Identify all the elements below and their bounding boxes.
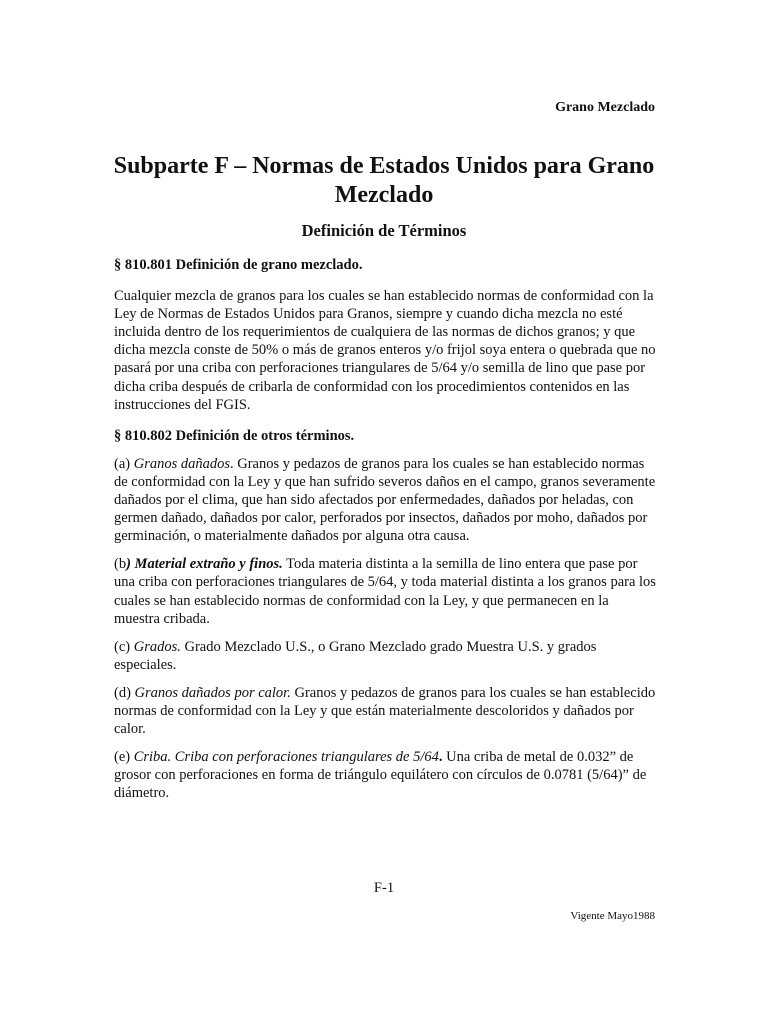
defined-term: Granos dañados — [133, 455, 230, 472]
section-810-801-heading: § 810.801 Definición de grano mezclado. — [114, 257, 363, 273]
item-letter: (b — [114, 556, 127, 573]
page-title: Subparte F – Normas de Estados Unidos para Grano Mezclado — [113, 153, 655, 208]
item-letter: (e) — [114, 749, 134, 766]
definition-text: Una criba de metal de 0.032” de grosor con perforaciones en forma de triángulo equilátero con círculos de 0.0781 (5/64)” de diámetro. — [114, 749, 647, 802]
definition-item-b — [114, 555, 656, 627]
definition-text: . Granos y pedazos de granos para los cuales se han establecido normas de conformidad con la Ley y que han sufrido severos daños en el campo, granos severamente dañados por el clima, que han sido afectados por enfermedades, dañados por heladas, con germen dañado, dañados por calor, perforados por insectos, dañados por moho, dañados por germinación, o materialmente dañados por alguna otra causa. — [114, 455, 656, 545]
definition-text: Grado Mezclado U.S., o Grano Mezclado grado Muestra U.S. y grados especiales. — [114, 638, 597, 673]
defined-term: Grados. — [133, 638, 181, 655]
defined-term: Criba. Criba con perforaciones triangulares de 5/64 — [133, 749, 439, 766]
definition-item-d — [114, 684, 656, 738]
definition-item-c — [114, 638, 656, 674]
item-letter: (c) — [114, 638, 134, 655]
running-header: Grano Mezclado — [555, 100, 655, 115]
definition-item-a — [114, 455, 656, 545]
defined-term-period: . — [438, 749, 443, 766]
defined-term: Granos dañados por calor. — [134, 684, 291, 701]
definition-text: Toda materia distinta a la semilla de lino entera que pase por una criba con perforaciones triangulares de 5/64, y toda material distinta a los granos para los cuales se han establecido normas de conformidad con la Ley, y que permanecen en la muestra cribada. — [114, 556, 656, 627]
item-letter: (d) — [114, 684, 135, 701]
section-810-801-body: Cualquier mezcla de granos para los cuales se han establecido normas de conformidad con la Ley de Normas de Estados Unidos para Granos, siempre y cuando dicha mezcla no esté incluida dentro de los requerimientos de cualquiera de las normas de dichos granos; y que dicha mezcla conste de 50% o más de granos enteros y/o frijol soya entera o quebrada que no pasará por una criba con perforaciones triangulares de 5/64 y/o semilla de lino que pase por dicha criba después de cribarla de conformidad con los procedimientos contenidos en las instrucciones del FGIS. — [114, 288, 656, 413]
item-letter: (a) — [114, 455, 134, 472]
definition-text: Granos y pedazos de granos para los cuales se han establecido normas de conformidad con la Ley y que están materialmente descoloridos y dañados por calor. — [114, 684, 656, 738]
section-subtitle: Definición de Términos — [301, 221, 467, 240]
definition-item-e — [114, 748, 656, 802]
page-number: F-1 — [373, 880, 395, 896]
effective-date: Vigente Mayo1988 — [570, 910, 655, 922]
defined-term: ) Material extraño y finos. — [126, 556, 283, 573]
document-body — [114, 256, 656, 812]
section-810-802-heading: § 810.802 Definición de otros términos. — [114, 427, 355, 444]
